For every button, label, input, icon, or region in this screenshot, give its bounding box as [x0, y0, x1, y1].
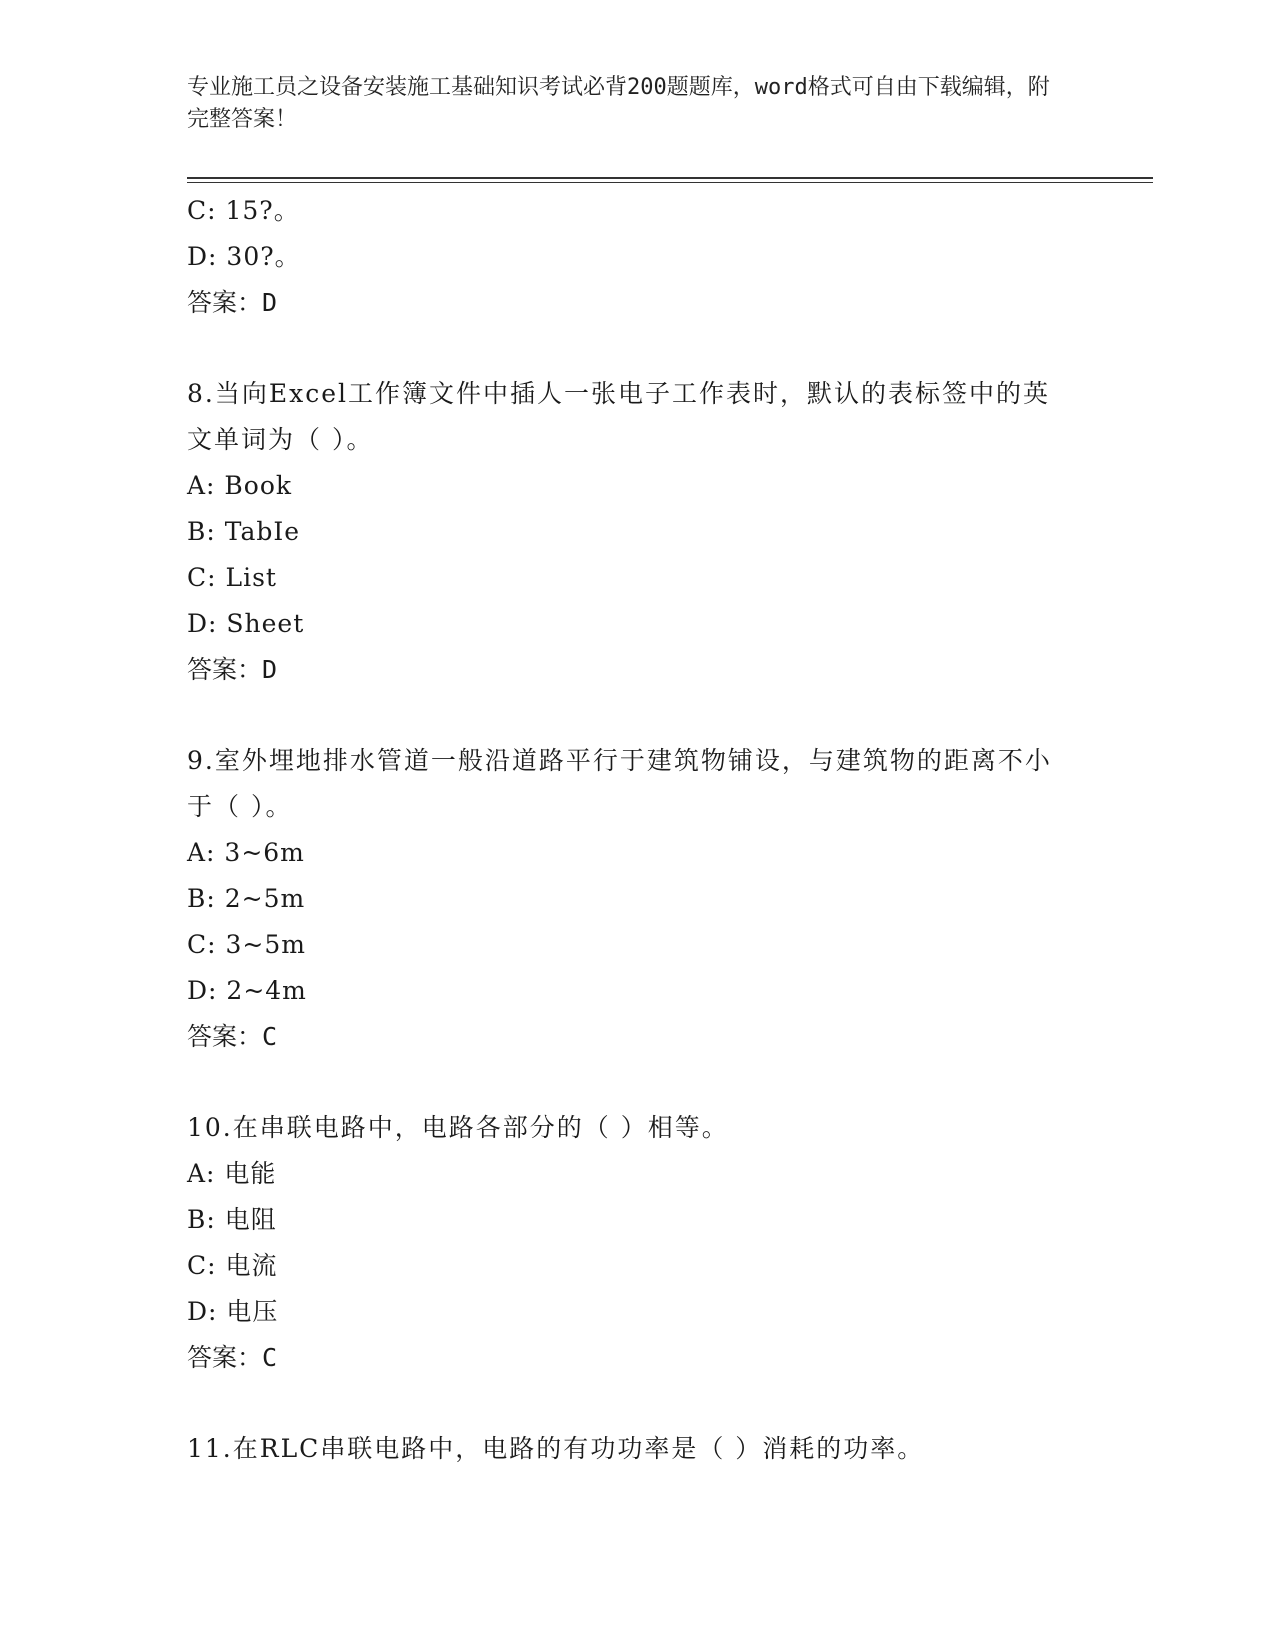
- option-d: D: 2~4m: [187, 976, 307, 1005]
- option-a: A: Book: [187, 471, 293, 500]
- question-text: 10.在串联电路中，电路各部分的（ ）相等。: [187, 1113, 729, 1142]
- answer-line: 答案：C: [187, 1343, 278, 1372]
- option-b: B: 电阻: [187, 1205, 277, 1234]
- question-7-tail: [187, 188, 1087, 326]
- question-11: [187, 1426, 1087, 1472]
- option-c: C: 15?。: [187, 196, 300, 225]
- spacer: [187, 1060, 1087, 1105]
- option-a: A: 3~6m: [187, 838, 305, 867]
- question-8: [187, 371, 1087, 693]
- page-header: 专业施工员之设备安装施工基础知识考试必背200题题库，word格式可自由下载编辑，附完整答案！: [187, 75, 1050, 132]
- question-9: [187, 738, 1087, 1060]
- option-c: C: 3~5m: [187, 930, 306, 959]
- answer-line: 答案：D: [187, 655, 278, 684]
- option-b: B: TabIe: [187, 517, 301, 546]
- option-a: A: 电能: [187, 1159, 277, 1188]
- question-10: [187, 1105, 1087, 1381]
- option-c: C: List: [187, 563, 277, 592]
- option-b: B: 2~5m: [187, 884, 306, 913]
- question-text: 9.室外埋地排水管道一般沿道路平行于建筑物铺设，与建筑物的距离不小于（ ）。: [187, 746, 1052, 821]
- question-text: 8.当向Excel工作簿文件中插人一张电子工作表时，默认的表标签中的英文单词为（ ）。: [187, 379, 1050, 454]
- question-text: 11.在RLC串联电路中，电路的有功功率是（ ）消耗的功率。: [187, 1434, 925, 1463]
- option-d: D: 电压: [187, 1297, 279, 1326]
- spacer: [187, 1381, 1087, 1426]
- spacer: [187, 693, 1087, 738]
- document-body: [187, 188, 1087, 1472]
- header-rule-thin: [187, 182, 1153, 183]
- option-d: D: 30?。: [187, 242, 301, 271]
- spacer: [187, 326, 1087, 371]
- option-d: D: Sheet: [187, 609, 305, 638]
- answer-line: 答案：D: [187, 288, 278, 317]
- answer-line: 答案：C: [187, 1022, 278, 1051]
- option-c: C: 电流: [187, 1251, 278, 1280]
- header-rule-thick: [187, 177, 1153, 179]
